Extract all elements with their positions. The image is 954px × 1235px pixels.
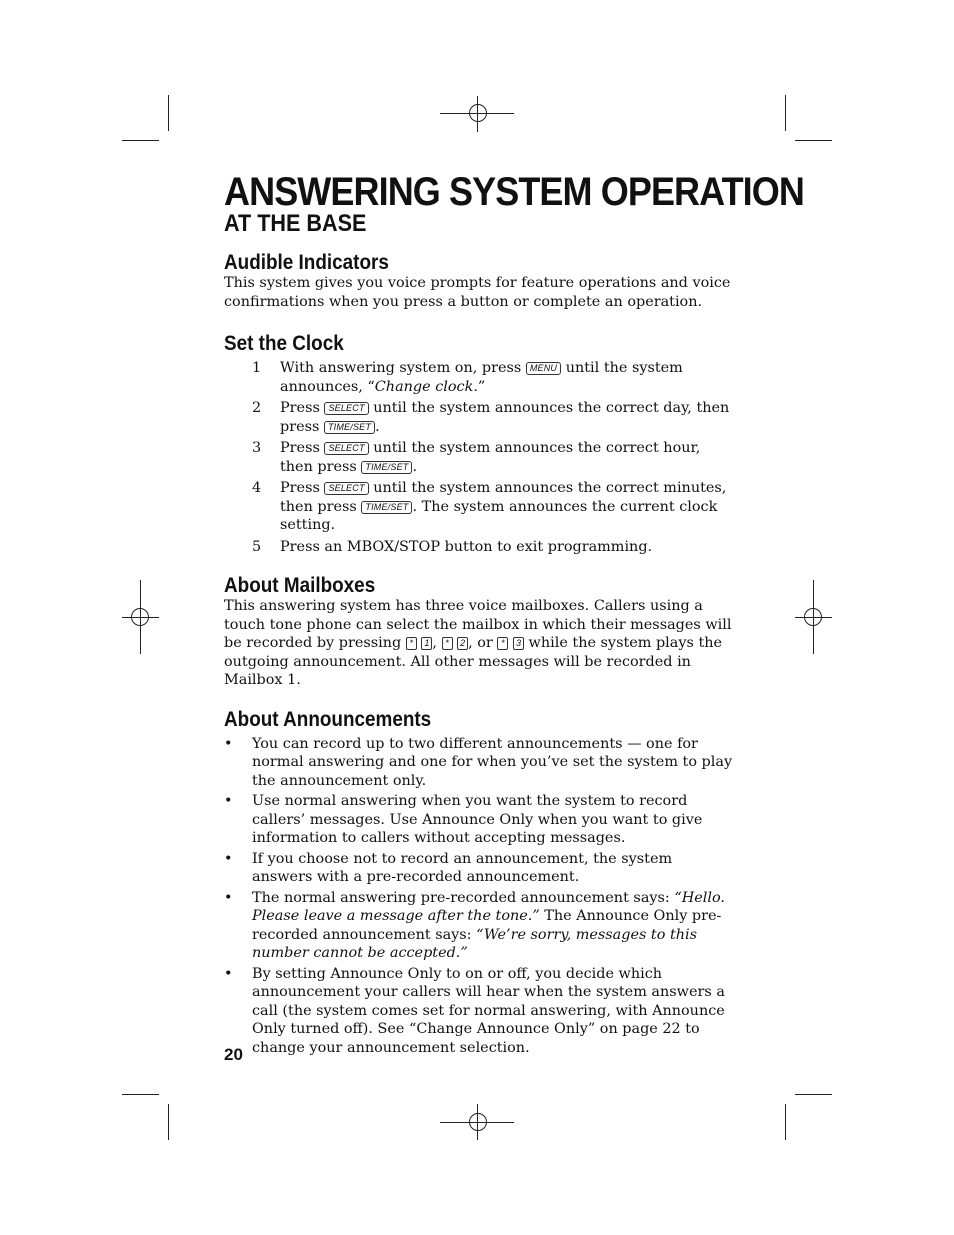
select-key-icon: SELECT	[324, 442, 368, 455]
step-2: 2 Press SELECT until the system announces the correct day, then press TIME/SET .	[252, 400, 730, 435]
page-content	[224, 170, 804, 1059]
section-about-mailboxes	[224, 573, 734, 690]
select-key-icon: SELECT	[324, 402, 368, 415]
crop-mark	[785, 95, 786, 131]
step-number: 1	[252, 360, 262, 376]
key-1-icon: 1	[421, 637, 432, 650]
time-set-key-icon: TIME/SET	[361, 501, 412, 514]
bullet-item: • By setting Announce Only to on or off, you decide which announcement your callers will hear when the system answers a call (the system comes set for normal answering, with Announce Only turned off). See “Change Announce Only” on page 22 to change your announcement selection.	[224, 965, 725, 1056]
bullet-item: • If you choose not to record an announcement, the system answers with a pre-recorded announcement.	[224, 850, 673, 885]
step-3: 3 Press SELECT until the system announces the correct hour, then press TIME/SET .	[252, 440, 701, 475]
page-subtitle: AT THE BASE	[224, 210, 367, 237]
step-1: 1 With answering system on, press MENU until the system announces, “Change clock.”	[252, 360, 683, 395]
bullet-icon: •	[224, 850, 233, 867]
step-number: 4	[252, 480, 262, 496]
section-about-announcements	[224, 707, 734, 1058]
section-heading: Audible Indicators	[224, 251, 389, 274]
crop-mark	[122, 140, 159, 141]
crop-mark	[168, 95, 169, 131]
section-text: This system gives you voice prompts for feature operations and voice confirmations when you press a button or complete an operation.	[224, 275, 731, 310]
bullet-item: • You can record up to two different announcements — one for normal answering and one for when you’ve set the system to play the announcement only.	[224, 735, 733, 789]
step-4: 4 Press SELECT until the system announces the correct minutes, then press TIME/SET . The system announces the current clock setting.	[252, 480, 727, 533]
section-text: This answering system has three voice mailboxes. Callers using a touch tone phone can select the mailbox in which their messages will be recorded by pressing * 1 , * 2 , or * 3 while the system plays the outgoing announcement. All other messages will be recorded in Mailbox 1.	[224, 598, 732, 688]
bullet-icon: •	[224, 735, 233, 752]
key-2-icon: 2	[457, 637, 468, 650]
section-heading: About Announcements	[224, 707, 432, 731]
step-5: 5 Press an MBOX/STOP button to exit programming.	[252, 538, 653, 555]
bullet-icon: •	[224, 889, 233, 906]
menu-key-icon: MENU	[526, 362, 561, 375]
step-number: 3	[252, 440, 262, 456]
star-key-icon: *	[406, 637, 417, 650]
section-heading: Set the Clock	[224, 332, 344, 355]
star-key-icon: *	[442, 637, 453, 650]
section-heading: About Mailboxes	[224, 574, 376, 597]
bullet-item: • The normal answering pre-recorded announcement says: “Hello. Please leave a message after the tone.” The Announce Only pre-recorded announcement says: “We’re sorry, messages to this number cannot be accepted.”	[224, 889, 725, 961]
step-number: 2	[252, 400, 262, 416]
page-title: ANSWERING SYSTEM OPERATION	[224, 170, 804, 214]
page-number: 20	[224, 1045, 243, 1064]
clock-steps	[224, 359, 734, 556]
section-set-the-clock	[224, 331, 734, 556]
time-set-key-icon: TIME/SET	[361, 461, 412, 474]
section-audible-indicators	[224, 250, 734, 311]
bullet-icon: •	[224, 793, 233, 809]
crop-mark	[168, 1104, 169, 1140]
crop-mark	[795, 140, 832, 141]
crop-mark	[785, 1104, 786, 1140]
bullet-icon: •	[224, 965, 233, 982]
bullet-item: • Use normal answering when you want the system to record callers’ messages. Use Announce Only when you want to give information to callers without accepting messages.	[224, 793, 703, 846]
select-key-icon: SELECT	[324, 482, 368, 495]
time-set-key-icon: TIME/SET	[324, 421, 375, 434]
crop-mark	[122, 1094, 159, 1095]
star-key-icon: *	[497, 637, 508, 650]
step-number: 5	[252, 538, 262, 555]
announcement-bullets	[224, 735, 734, 1058]
crop-mark	[795, 1094, 832, 1095]
key-3-icon: 3	[513, 637, 524, 650]
